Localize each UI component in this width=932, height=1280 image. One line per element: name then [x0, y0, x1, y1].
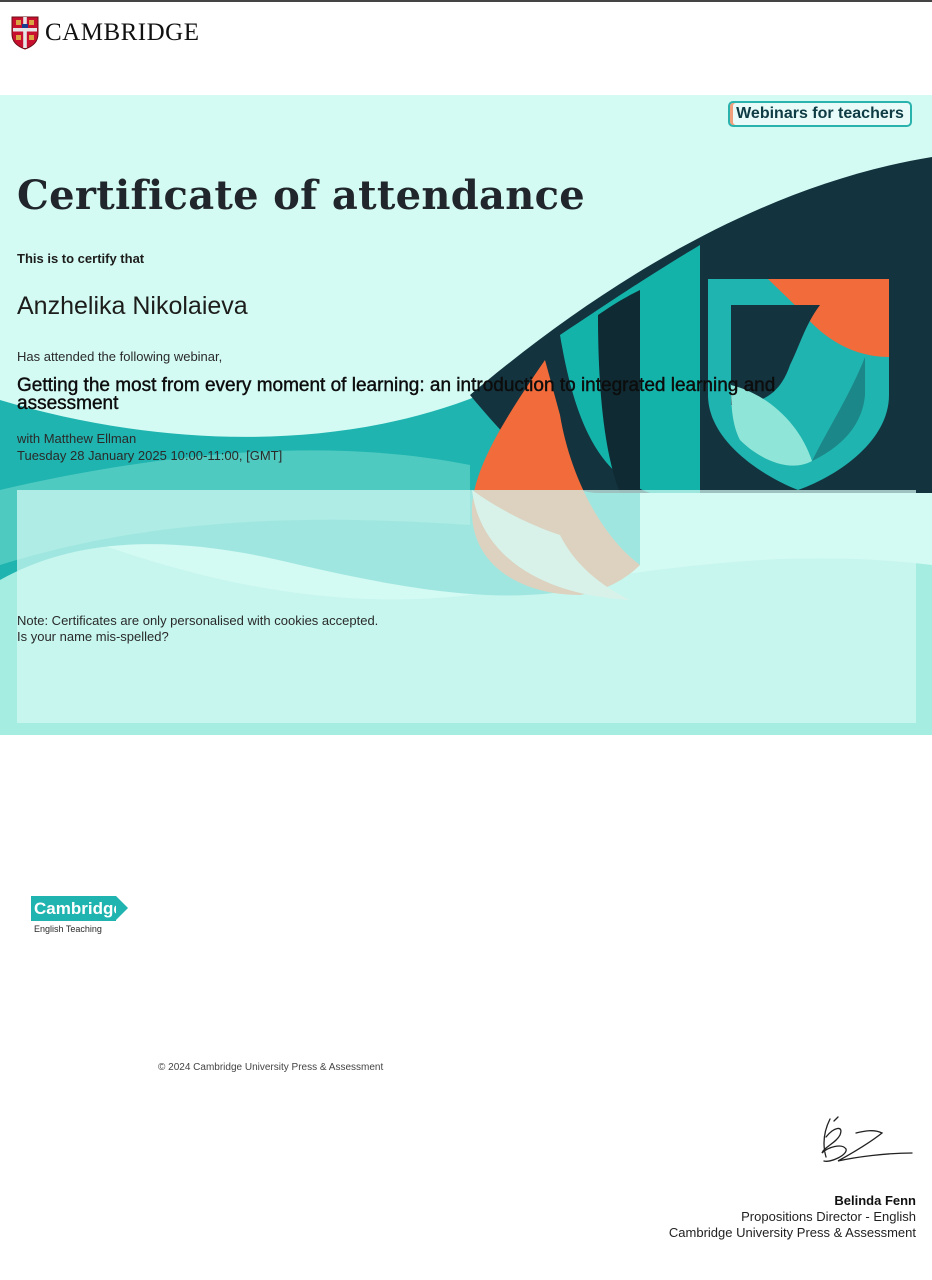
cookies-note: Note: Certificates are only personalised with cookies accepted.	[17, 613, 379, 628]
webinars-for-teachers-badge: Webinars for teachers	[728, 101, 912, 127]
copyright-text: © 2024 Cambridge University Press & Assessment	[158, 1062, 384, 1073]
cambridge-wordmark: CAMBRIDGE	[45, 19, 200, 46]
recipient-name: Anzhelika Nikolaieva	[17, 292, 248, 320]
webinar-datetime: Tuesday 28 January 2025 10:00-11:00, [GMT]	[17, 448, 283, 463]
certify-text: This is to certify that	[17, 251, 145, 266]
certificate-title: Certificate of attendance	[17, 172, 586, 219]
top-border	[0, 0, 932, 2]
signatory-role: Propositions Director - English	[741, 1209, 916, 1224]
cambridge-logo	[11, 16, 200, 50]
lower-overlay-panel	[17, 490, 916, 723]
name-misspelled-link[interactable]: Is your name mis-spelled?	[17, 629, 169, 644]
signatory-organisation: Cambridge University Press & Assessment	[668, 1225, 916, 1240]
university-crest-icon	[11, 16, 39, 50]
cambridge-tag: Cambridge	[31, 896, 116, 921]
cambridge-english-teaching-logo	[31, 896, 123, 934]
signatory-name: Belinda Fenn	[834, 1193, 916, 1208]
english-teaching-label: English Teaching	[34, 924, 102, 934]
attended-text: Has attended the following webinar,	[17, 349, 223, 364]
presenter-text: with Matthew Ellman	[17, 431, 137, 446]
signature-icon	[816, 1113, 916, 1169]
signatory-block	[669, 1193, 916, 1241]
webinar-title: Getting the most from every moment of learning: an introduction to integrated learning and assessment	[17, 375, 776, 414]
